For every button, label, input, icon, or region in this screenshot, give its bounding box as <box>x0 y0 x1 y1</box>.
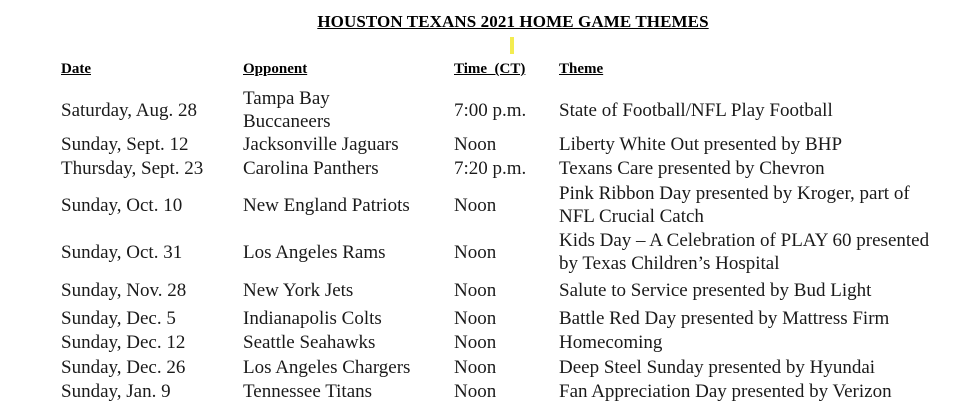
cell-opponent <box>243 182 410 228</box>
cell-time: Noon <box>454 357 497 378</box>
cell-opponent <box>243 87 331 133</box>
cell-time: Noon <box>454 332 497 353</box>
cell-time: Noon <box>454 280 497 301</box>
cell-time: Noon <box>454 134 497 155</box>
cell-theme <box>559 133 842 156</box>
cell-theme <box>559 356 875 379</box>
cell-opponent <box>243 380 372 403</box>
cell-theme-line: by Texas Children’s Hospital <box>559 253 780 274</box>
cell-opponent-line: Seattle Seahawks <box>243 332 376 353</box>
cell-opponent-line: New York Jets <box>243 280 354 301</box>
cell-date: Sunday, Dec. 12 <box>61 332 186 353</box>
cell-opponent-line: Jacksonville Jaguars <box>243 134 399 155</box>
cell-theme-line: Fan Appreciation Day presented by Verizon <box>559 381 892 402</box>
cell-opponent <box>243 133 399 156</box>
cell-opponent-line: Indianapolis Colts <box>243 308 382 329</box>
table-row <box>0 87 980 133</box>
cell-theme-line: State of Football/NFL Play Football <box>559 99 833 121</box>
cell-theme-line: Homecoming <box>559 332 663 353</box>
cell-theme <box>559 307 889 330</box>
cell-opponent-line: Buccaneers <box>243 111 331 132</box>
cell-opponent <box>243 229 386 275</box>
cell-opponent <box>243 157 379 180</box>
cell-date: Sunday, Oct. 10 <box>61 194 183 216</box>
table-row <box>0 133 980 156</box>
cell-opponent-line: Los Angeles Chargers <box>243 357 411 378</box>
cell-opponent-line: Tennessee Titans <box>243 381 373 402</box>
text-cursor-highlight <box>510 37 514 54</box>
table-row <box>0 307 980 330</box>
cell-date: Saturday, Aug. 28 <box>61 99 197 121</box>
cell-date: Sunday, Oct. 31 <box>61 241 183 263</box>
header-opponent: Opponent <box>243 61 308 77</box>
cell-theme <box>559 87 833 133</box>
header-date: Date <box>61 61 91 77</box>
cell-theme <box>559 279 871 302</box>
header-theme: Theme <box>559 61 604 77</box>
cell-time: 7:00 p.m. <box>454 99 527 121</box>
cell-theme-line: NFL Crucial Catch <box>559 206 704 227</box>
cell-opponent-line: Carolina Panthers <box>243 158 379 179</box>
table-row <box>0 380 980 403</box>
cell-opponent-line: Tampa Bay <box>243 88 330 109</box>
cell-date: Sunday, Nov. 28 <box>61 280 187 301</box>
cell-opponent-line: Los Angeles Rams <box>243 241 386 263</box>
cell-date: Sunday, Jan. 9 <box>61 381 171 402</box>
cell-time: 7:20 p.m. <box>454 158 527 179</box>
table-row <box>0 229 980 275</box>
cell-time: Noon <box>454 241 497 263</box>
cell-theme <box>559 331 662 354</box>
cell-opponent <box>243 307 382 330</box>
cell-theme-line: Texans Care presented by Chevron <box>559 158 825 179</box>
cell-opponent-line: New England Patriots <box>243 194 410 216</box>
header-time: Time (CT) <box>454 61 526 77</box>
cell-time: Noon <box>454 381 497 402</box>
cell-theme-line: Kids Day – A Celebration of PLAY 60 presented <box>559 230 930 251</box>
cell-opponent <box>243 356 410 379</box>
cell-theme-line: Liberty White Out presented by BHP <box>559 134 843 155</box>
cell-theme-line: Pink Ribbon Day presented by Kroger, part of <box>559 183 910 204</box>
table-row <box>0 157 980 180</box>
cell-theme <box>559 229 929 275</box>
cell-time: Noon <box>454 308 497 329</box>
cell-theme-line: Deep Steel Sunday presented by Hyundai <box>559 357 876 378</box>
cell-theme <box>559 182 910 228</box>
cell-theme <box>559 157 825 180</box>
table-row <box>0 331 980 354</box>
cell-theme-line: Salute to Service presented by Bud Light <box>559 280 872 301</box>
table-row <box>0 279 980 302</box>
cell-opponent <box>243 331 375 354</box>
cell-date: Sunday, Dec. 5 <box>61 308 176 329</box>
cell-opponent <box>243 279 353 302</box>
page-title: HOUSTON TEXANS 2021 HOME GAME THEMES <box>317 12 709 31</box>
cell-date: Sunday, Sept. 12 <box>61 134 189 155</box>
cell-time: Noon <box>454 194 497 216</box>
cell-theme-line: Battle Red Day presented by Mattress Firm <box>559 308 890 329</box>
cell-theme <box>559 380 892 403</box>
cell-date: Sunday, Dec. 26 <box>61 357 186 378</box>
cell-date: Thursday, Sept. 23 <box>61 158 204 179</box>
table-row <box>0 356 980 379</box>
table-row <box>0 182 980 228</box>
